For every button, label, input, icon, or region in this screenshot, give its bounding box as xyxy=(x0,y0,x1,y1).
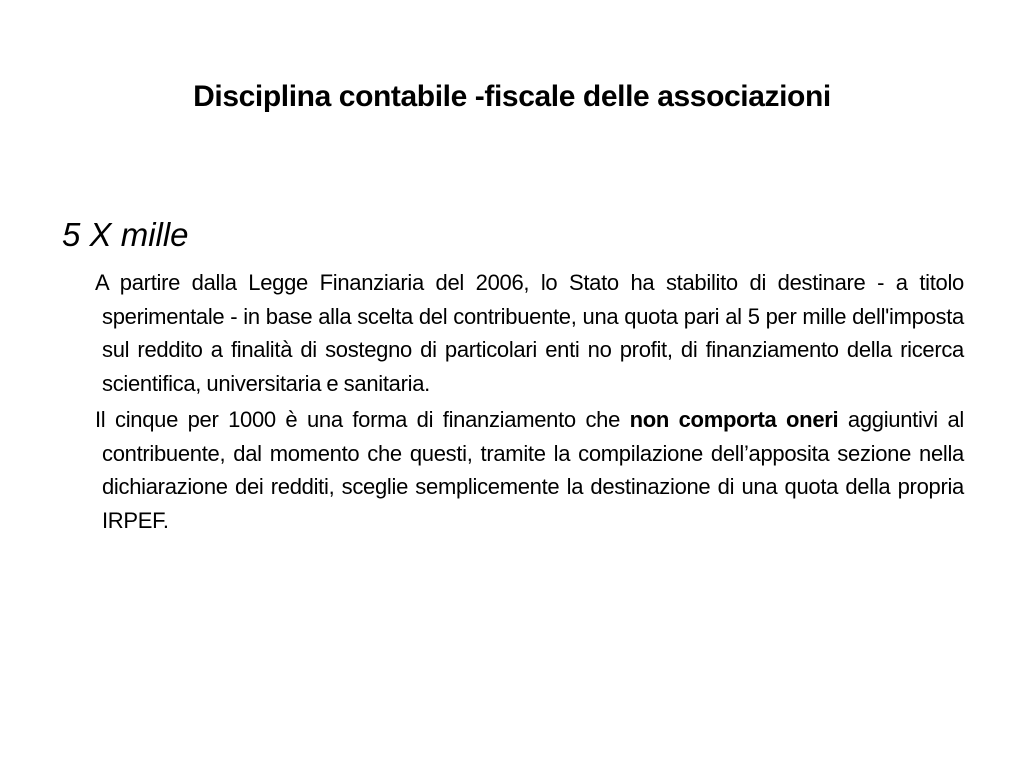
paragraph-details-text-end: aggiuntivi al contribuente, dal momento che questi, tramite la compilazione dell’apposita sezione nella dichiarazione dei redditi, sceglie semplicemente la destinazione di una quota della propria IRPEF. xyxy=(102,407,964,533)
paragraph-intro: A partire dalla Legge Finanziaria del 2006, lo Stato ha stabilito di destinare - a titolo sperimentale - in base alla scelta del contribuente, una quota pari al 5 per mille dell'imposta sul reddito a finalità di sostegno di particolari enti no profit, di finanziamento della ricerca scientifica, universitaria e sanitaria. xyxy=(95,270,964,396)
emphasis-non-comporta-oneri: non comporta oneri xyxy=(629,407,839,432)
paragraph-details-text-start: Il cinque per 1000 è una forma di finanziamento che xyxy=(95,407,630,432)
slide-title: Disciplina contabile -fiscale delle associazioni xyxy=(193,80,831,113)
slide-content xyxy=(62,213,964,540)
section-heading: 5 X mille xyxy=(62,216,189,253)
paragraph-details xyxy=(62,403,964,537)
